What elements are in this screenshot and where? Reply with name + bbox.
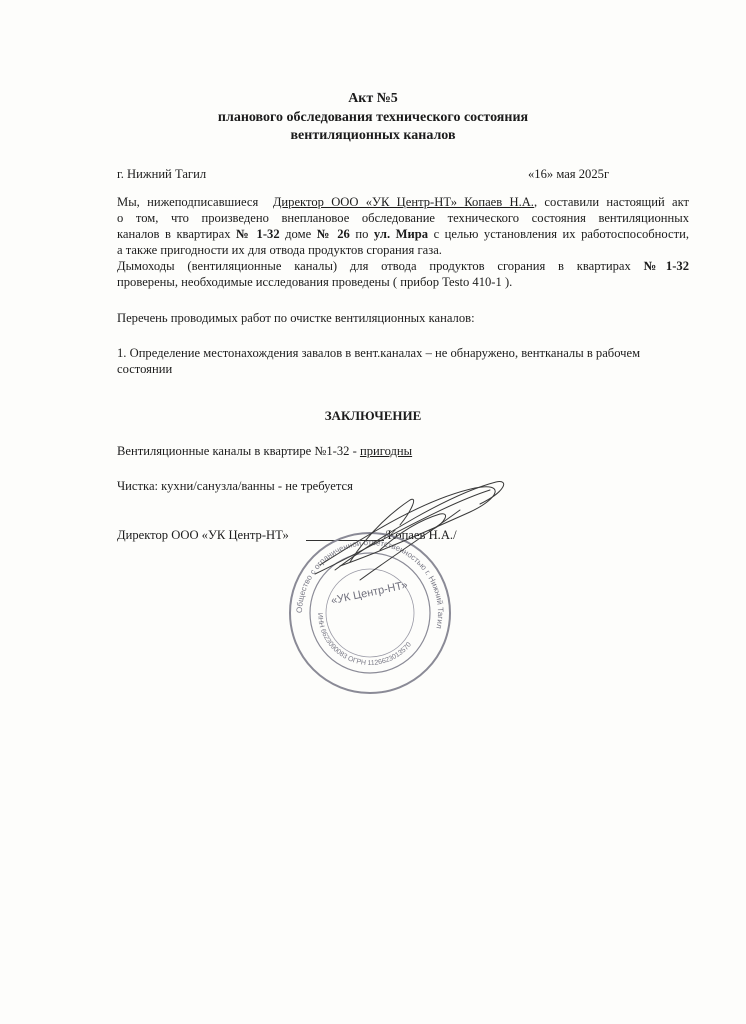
apartments-2: №1-32 — [643, 259, 689, 273]
paragraph-1-line-3 — [117, 226, 689, 242]
stamp-inn-text: ИНН 6623090083 ОГРН 1126623013570 — [315, 612, 413, 668]
paragraph-1-line-2: о том, что произведено внеплановое обследование технического состояния вентиляционных — [117, 211, 689, 225]
conclusion-heading: ЗАКЛЮЧЕНИЕ — [324, 408, 422, 423]
text: доме — [285, 227, 312, 241]
paragraph-1-line-1 — [117, 194, 689, 210]
director-name: /Копаев Н.А./ — [384, 528, 457, 542]
text: Мы, нижеподписавшиеся — [117, 195, 259, 209]
doc-subtitle-1: планового обследования технического состояния — [217, 110, 529, 125]
paragraph-2-line-1 — [117, 258, 689, 274]
doc-title: Акт №5 — [348, 91, 398, 106]
text: , составили настоящий акт — [533, 195, 690, 209]
text: с целью установления их работоспособности, — [433, 227, 690, 241]
text: Вентиляционные каналы в квартире №1-32 - — [117, 444, 360, 458]
doc-subtitle-2: вентиляционных каналов — [290, 128, 456, 143]
house-number: № 26 — [316, 227, 350, 241]
work-item-1-line-2: состоянии — [117, 362, 173, 376]
paragraph-2-line-2: проверены, необходимые исследования проведены ( прибор Testo 410-1 ). — [117, 275, 513, 289]
signer-underlined: Директор ООО «УК Центр-НТ» Копаев Н.А. — [272, 195, 534, 209]
text: по — [355, 227, 369, 241]
date: «16» мая 2025г — [528, 167, 610, 181]
conclusion-result — [117, 443, 412, 459]
apartments: № 1-32 — [236, 227, 280, 241]
text: Дымоходы (вентиляционные каналы) для отвода продуктов сгорания в квартирах — [117, 259, 631, 273]
street: ул. Мира — [373, 227, 429, 241]
work-item-1-line-1: 1. Определение местонахождения завалов в вент.каналах – не обнаружено, вентканалы в рабочем — [117, 346, 641, 360]
director-signature — [300, 470, 510, 590]
cleaning-line: Чистка: кухни/санузла/ванны - не требуется — [117, 479, 353, 493]
result-value: пригодны — [359, 444, 413, 458]
stamp-center-text: «УК Центр-НТ» — [329, 579, 409, 608]
city: г. Нижний Тагил — [117, 167, 207, 181]
paragraph-1-line-4: а также пригодности их для отвода продуктов сгорания газа. — [117, 243, 442, 257]
director-label: Директор ООО «УК Центр-НТ» — [117, 528, 289, 542]
works-title: Перечень проводимых работ по очистке вентиляционных каналов: — [117, 311, 475, 325]
stamp-ring-text: Общество с ограниченной ответственностью г. Нижний Тагил — [294, 537, 446, 630]
text: каналов в квартирах — [117, 227, 231, 241]
